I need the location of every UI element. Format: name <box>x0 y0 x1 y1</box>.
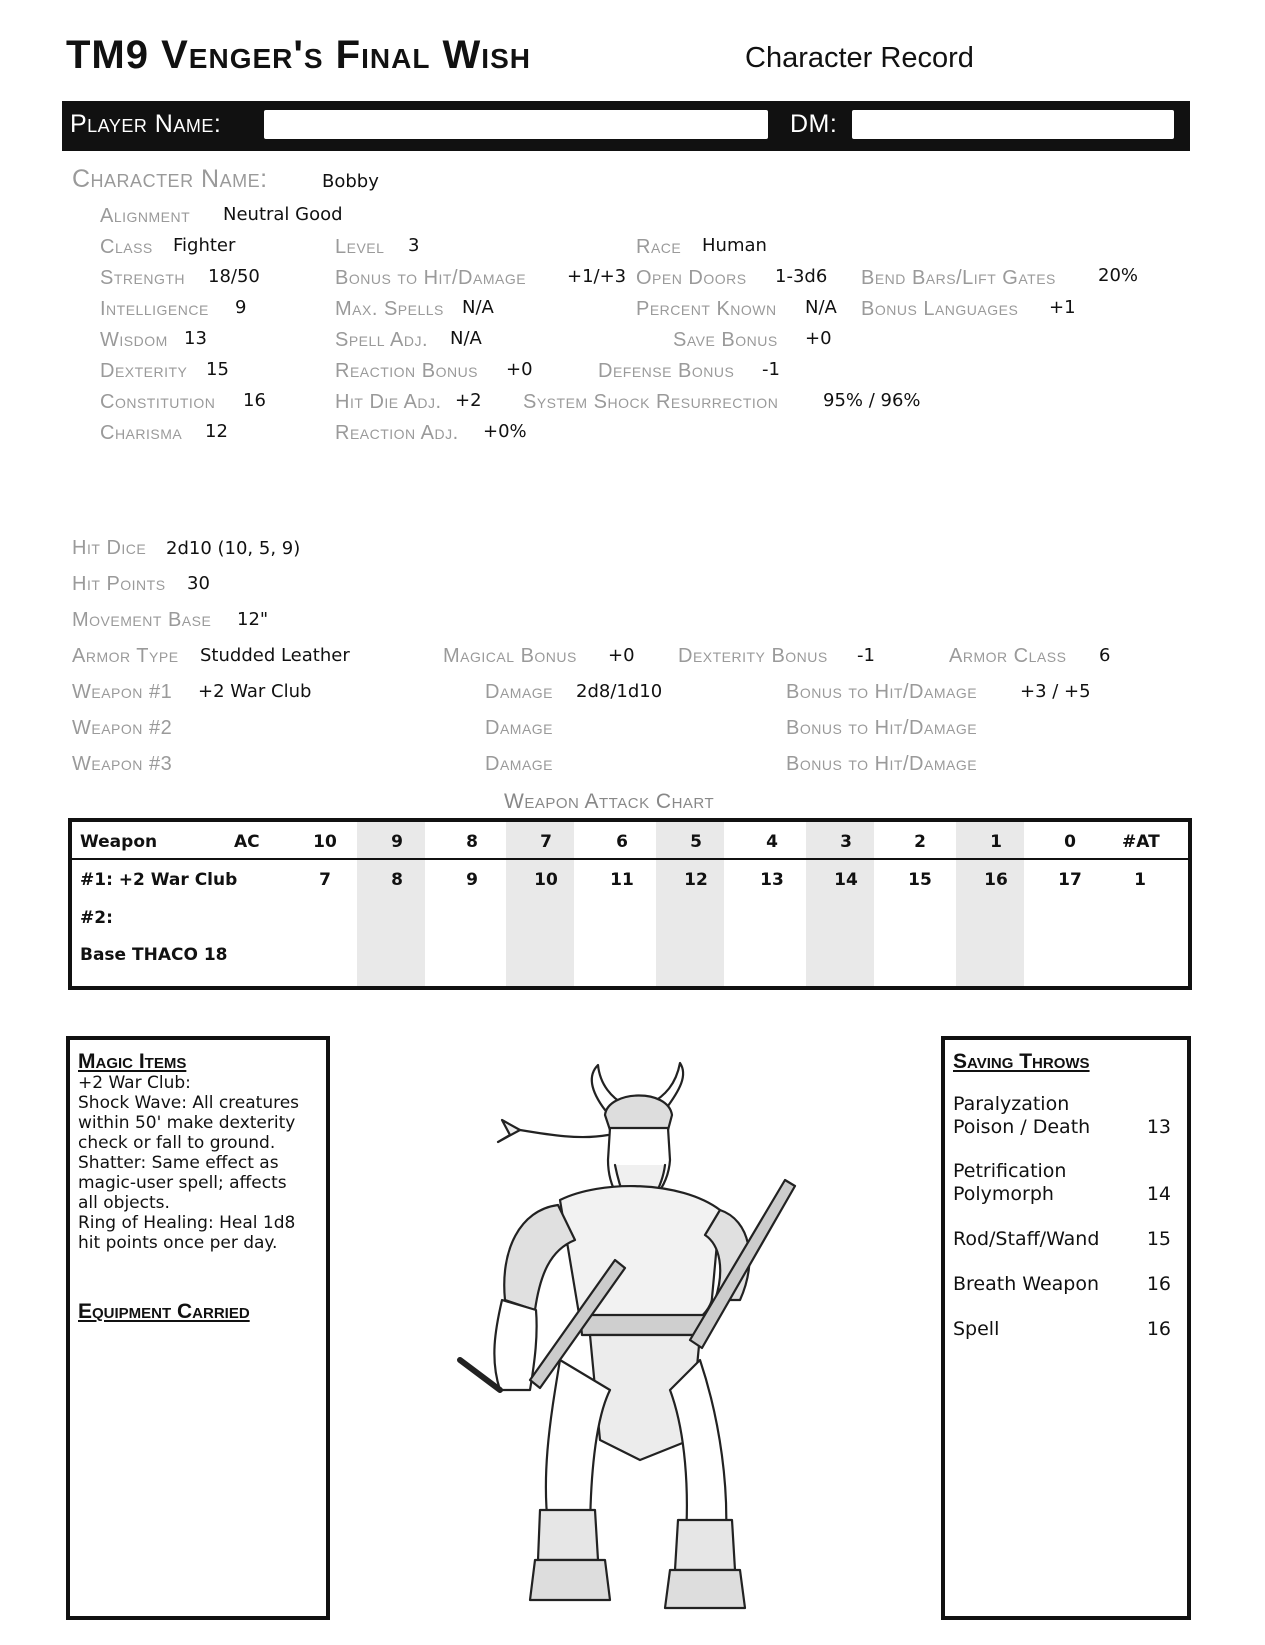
weapon3-label: Weapon #3 <box>72 753 173 775</box>
character-illustration <box>440 1060 840 1620</box>
save-bonus-value: +0 <box>805 328 832 349</box>
save-polymorph-label: Polymorph <box>953 1183 1054 1205</box>
save-rod-value: 15 <box>1146 1228 1171 1250</box>
chart-row1-cell: 12 <box>684 870 708 890</box>
chart-header-cell: #AT <box>1122 832 1160 852</box>
dm-field[interactable] <box>852 110 1174 139</box>
race-label: Race <box>636 236 682 258</box>
saving-throws-heading: Saving Throws <box>953 1050 1090 1073</box>
page-subtitle: Character Record <box>745 42 974 74</box>
level-value: 3 <box>408 235 420 256</box>
damage3-label: Damage <box>485 753 554 775</box>
spell-adj-value: N/A <box>450 328 482 349</box>
page-title: TM9 Venger's Final Wish <box>66 33 531 77</box>
dm-label: DM: <box>790 110 838 138</box>
magic-item-line: +2 War Club: <box>78 1073 191 1093</box>
bend-bars-value: 20% <box>1098 265 1139 286</box>
save-rod-label: Rod/Staff/Wand <box>953 1228 1100 1250</box>
hit-points-value: 30 <box>187 573 210 594</box>
magic-item-line: hit points once per day. <box>78 1233 278 1253</box>
chart-base-thaco: Base THACO 18 <box>80 945 228 965</box>
defense-bonus-value: -1 <box>762 359 780 380</box>
reaction-bonus-value: +0 <box>506 359 533 380</box>
open-doors-value: 1-3d6 <box>775 266 828 287</box>
bend-bars-label: Bend Bars/Lift Gates <box>861 267 1056 289</box>
percent-known-value: N/A <box>805 297 837 318</box>
class-value: Fighter <box>173 235 236 256</box>
weapon2-label: Weapon #2 <box>72 717 173 739</box>
magic-items-box <box>66 1036 330 1620</box>
chart-row1-cell: 16 <box>984 870 1008 890</box>
chart-header-cell: 10 <box>313 832 337 852</box>
saving-throws-box <box>941 1036 1191 1620</box>
hit-die-adj-value: +2 <box>455 390 482 411</box>
damage1-value: 2d8/1d10 <box>576 681 663 702</box>
save-poison-death-value: 13 <box>1146 1116 1171 1138</box>
system-shock-label: System Shock Resurrection <box>523 391 779 413</box>
level-label: Level <box>335 236 385 258</box>
player-name-field[interactable] <box>264 110 768 139</box>
bonus1-label: Bonus to Hit/Damage <box>786 681 978 703</box>
weapon-attack-chart <box>68 818 1192 990</box>
chart-header-cell: 3 <box>840 832 852 852</box>
chart-header-cell: 7 <box>540 832 552 852</box>
hit-dice-value: 2d10 (10, 5, 9) <box>166 538 301 559</box>
chart-row1-cell: 15 <box>908 870 932 890</box>
chart-header-cell: 8 <box>466 832 478 852</box>
chart-header-cell: 4 <box>766 832 778 852</box>
magical-bonus-value: +0 <box>608 645 635 666</box>
damage1-label: Damage <box>485 681 554 703</box>
save-petrification-label: Petrification <box>953 1160 1067 1182</box>
constitution-label: Constitution <box>100 391 216 413</box>
chart-row1-cell: 14 <box>834 870 858 890</box>
bonus3-label: Bonus to Hit/Damage <box>786 753 978 775</box>
save-paralyzation-label: Paralyzation <box>953 1093 1070 1115</box>
dexterity-bonus-label: Dexterity Bonus <box>678 645 828 667</box>
percent-known-label: Percent Known <box>636 298 777 320</box>
attack-chart-title: Weapon Attack Chart <box>504 790 715 813</box>
bonus-hit-damage-label: Bonus to Hit/Damage <box>335 267 527 289</box>
movement-base-value: 12" <box>237 609 269 630</box>
open-doors-label: Open Doors <box>636 267 747 289</box>
magic-item-line: Shock Wave: All creatures <box>78 1093 300 1113</box>
max-spells-value: N/A <box>462 297 494 318</box>
alignment-value: Neutral Good <box>223 204 343 225</box>
chart-weapon-header: Weapon <box>80 832 158 852</box>
chart-header-cell: 9 <box>391 832 403 852</box>
chart-row1-cell: 11 <box>610 870 634 890</box>
hit-points-label: Hit Points <box>72 573 166 595</box>
chart-header-rule <box>72 858 1188 860</box>
chart-row1-cell: 1 <box>1134 870 1146 890</box>
race-value: Human <box>702 235 767 256</box>
chart-row1-cell: 8 <box>391 870 403 890</box>
spell-adj-label: Spell Adj. <box>335 329 429 351</box>
chart-header-cell: 6 <box>616 832 628 852</box>
armor-class-label: Armor Class <box>949 645 1067 667</box>
alignment-label: Alignment <box>100 205 191 227</box>
movement-base-label: Movement Base <box>72 609 212 631</box>
magic-items-list <box>78 1073 299 1253</box>
hit-dice-label: Hit Dice <box>72 537 147 559</box>
bonus-hit-damage-value: +1/+3 <box>567 266 627 287</box>
magical-bonus-label: Magical Bonus <box>443 645 577 667</box>
magic-item-line: Ring of Healing: Heal 1d8 <box>78 1213 296 1233</box>
save-spell-value: 16 <box>1146 1318 1171 1340</box>
defense-bonus-label: Defense Bonus <box>598 360 735 382</box>
chart-row1-cell: 7 <box>319 870 331 890</box>
chart-row1-label: #1: +2 War Club <box>80 870 238 890</box>
bonus-languages-value: +1 <box>1049 297 1076 318</box>
player-bar <box>62 101 1190 151</box>
charisma-label: Charisma <box>100 422 183 444</box>
chart-row2-label: #2: <box>80 908 113 928</box>
strength-value: 18/50 <box>208 266 260 287</box>
reaction-adj-value: +0% <box>483 421 527 442</box>
chart-row1-cell: 9 <box>466 870 478 890</box>
constitution-value: 16 <box>243 390 266 411</box>
chart-ac-header: AC <box>234 832 260 852</box>
wisdom-value: 13 <box>184 328 207 349</box>
magic-item-line: all objects. <box>78 1193 170 1213</box>
armor-class-value: 6 <box>1099 645 1111 666</box>
magic-item-line: within 50' make dexterity <box>78 1113 296 1133</box>
save-breath-label: Breath Weapon <box>953 1273 1100 1295</box>
character-name-label: Character Name: <box>72 165 268 193</box>
save-bonus-label: Save Bonus <box>673 329 778 351</box>
magic-item-line: magic-user spell; affects <box>78 1173 287 1193</box>
max-spells-label: Max. Spells <box>335 298 444 320</box>
reaction-bonus-label: Reaction Bonus <box>335 360 479 382</box>
dexterity-bonus-value: -1 <box>857 645 875 666</box>
bonus2-label: Bonus to Hit/Damage <box>786 717 978 739</box>
chart-row1-cell: 17 <box>1058 870 1082 890</box>
bonus-languages-label: Bonus Languages <box>861 298 1019 320</box>
save-poison-death-label: Poison / Death <box>953 1116 1091 1138</box>
weapon1-value: +2 War Club <box>198 681 312 702</box>
magic-items-heading: Magic Items <box>78 1050 187 1073</box>
class-label: Class <box>100 236 153 258</box>
save-polymorph-value: 14 <box>1146 1183 1171 1205</box>
save-breath-value: 16 <box>1146 1273 1171 1295</box>
charisma-value: 12 <box>205 421 228 442</box>
damage2-label: Damage <box>485 717 554 739</box>
weapon1-label: Weapon #1 <box>72 681 173 703</box>
dexterity-value: 15 <box>206 359 229 380</box>
bonus1-value: +3 / +5 <box>1020 681 1091 702</box>
hit-die-adj-label: Hit Die Adj. <box>335 391 442 413</box>
character-name-value: Bobby <box>322 171 379 192</box>
intelligence-label: Intelligence <box>100 298 209 320</box>
chart-row1-cell: 13 <box>760 870 784 890</box>
chart-header-cell: 0 <box>1064 832 1076 852</box>
system-shock-value: 95% / 96% <box>823 390 921 411</box>
strength-label: Strength <box>100 267 186 289</box>
chart-header-cell: 2 <box>914 832 926 852</box>
chart-header-cell: 1 <box>990 832 1002 852</box>
chart-row1-cell: 10 <box>534 870 558 890</box>
magic-item-line: Shatter: Same effect as <box>78 1153 279 1173</box>
dexterity-label: Dexterity <box>100 360 188 382</box>
wisdom-label: Wisdom <box>100 329 168 351</box>
reaction-adj-label: Reaction Adj. <box>335 422 459 444</box>
player-name-label: Player Name: <box>70 110 222 138</box>
chart-header-cell: 5 <box>690 832 702 852</box>
armor-type-label: Armor Type <box>72 645 179 667</box>
save-spell-label: Spell <box>953 1318 1000 1340</box>
equipment-carried-heading: Equipment Carried <box>78 1300 250 1323</box>
armor-type-value: Studded Leather <box>200 645 350 666</box>
intelligence-value: 9 <box>235 297 247 318</box>
magic-item-line: check or fall to ground. <box>78 1133 276 1153</box>
